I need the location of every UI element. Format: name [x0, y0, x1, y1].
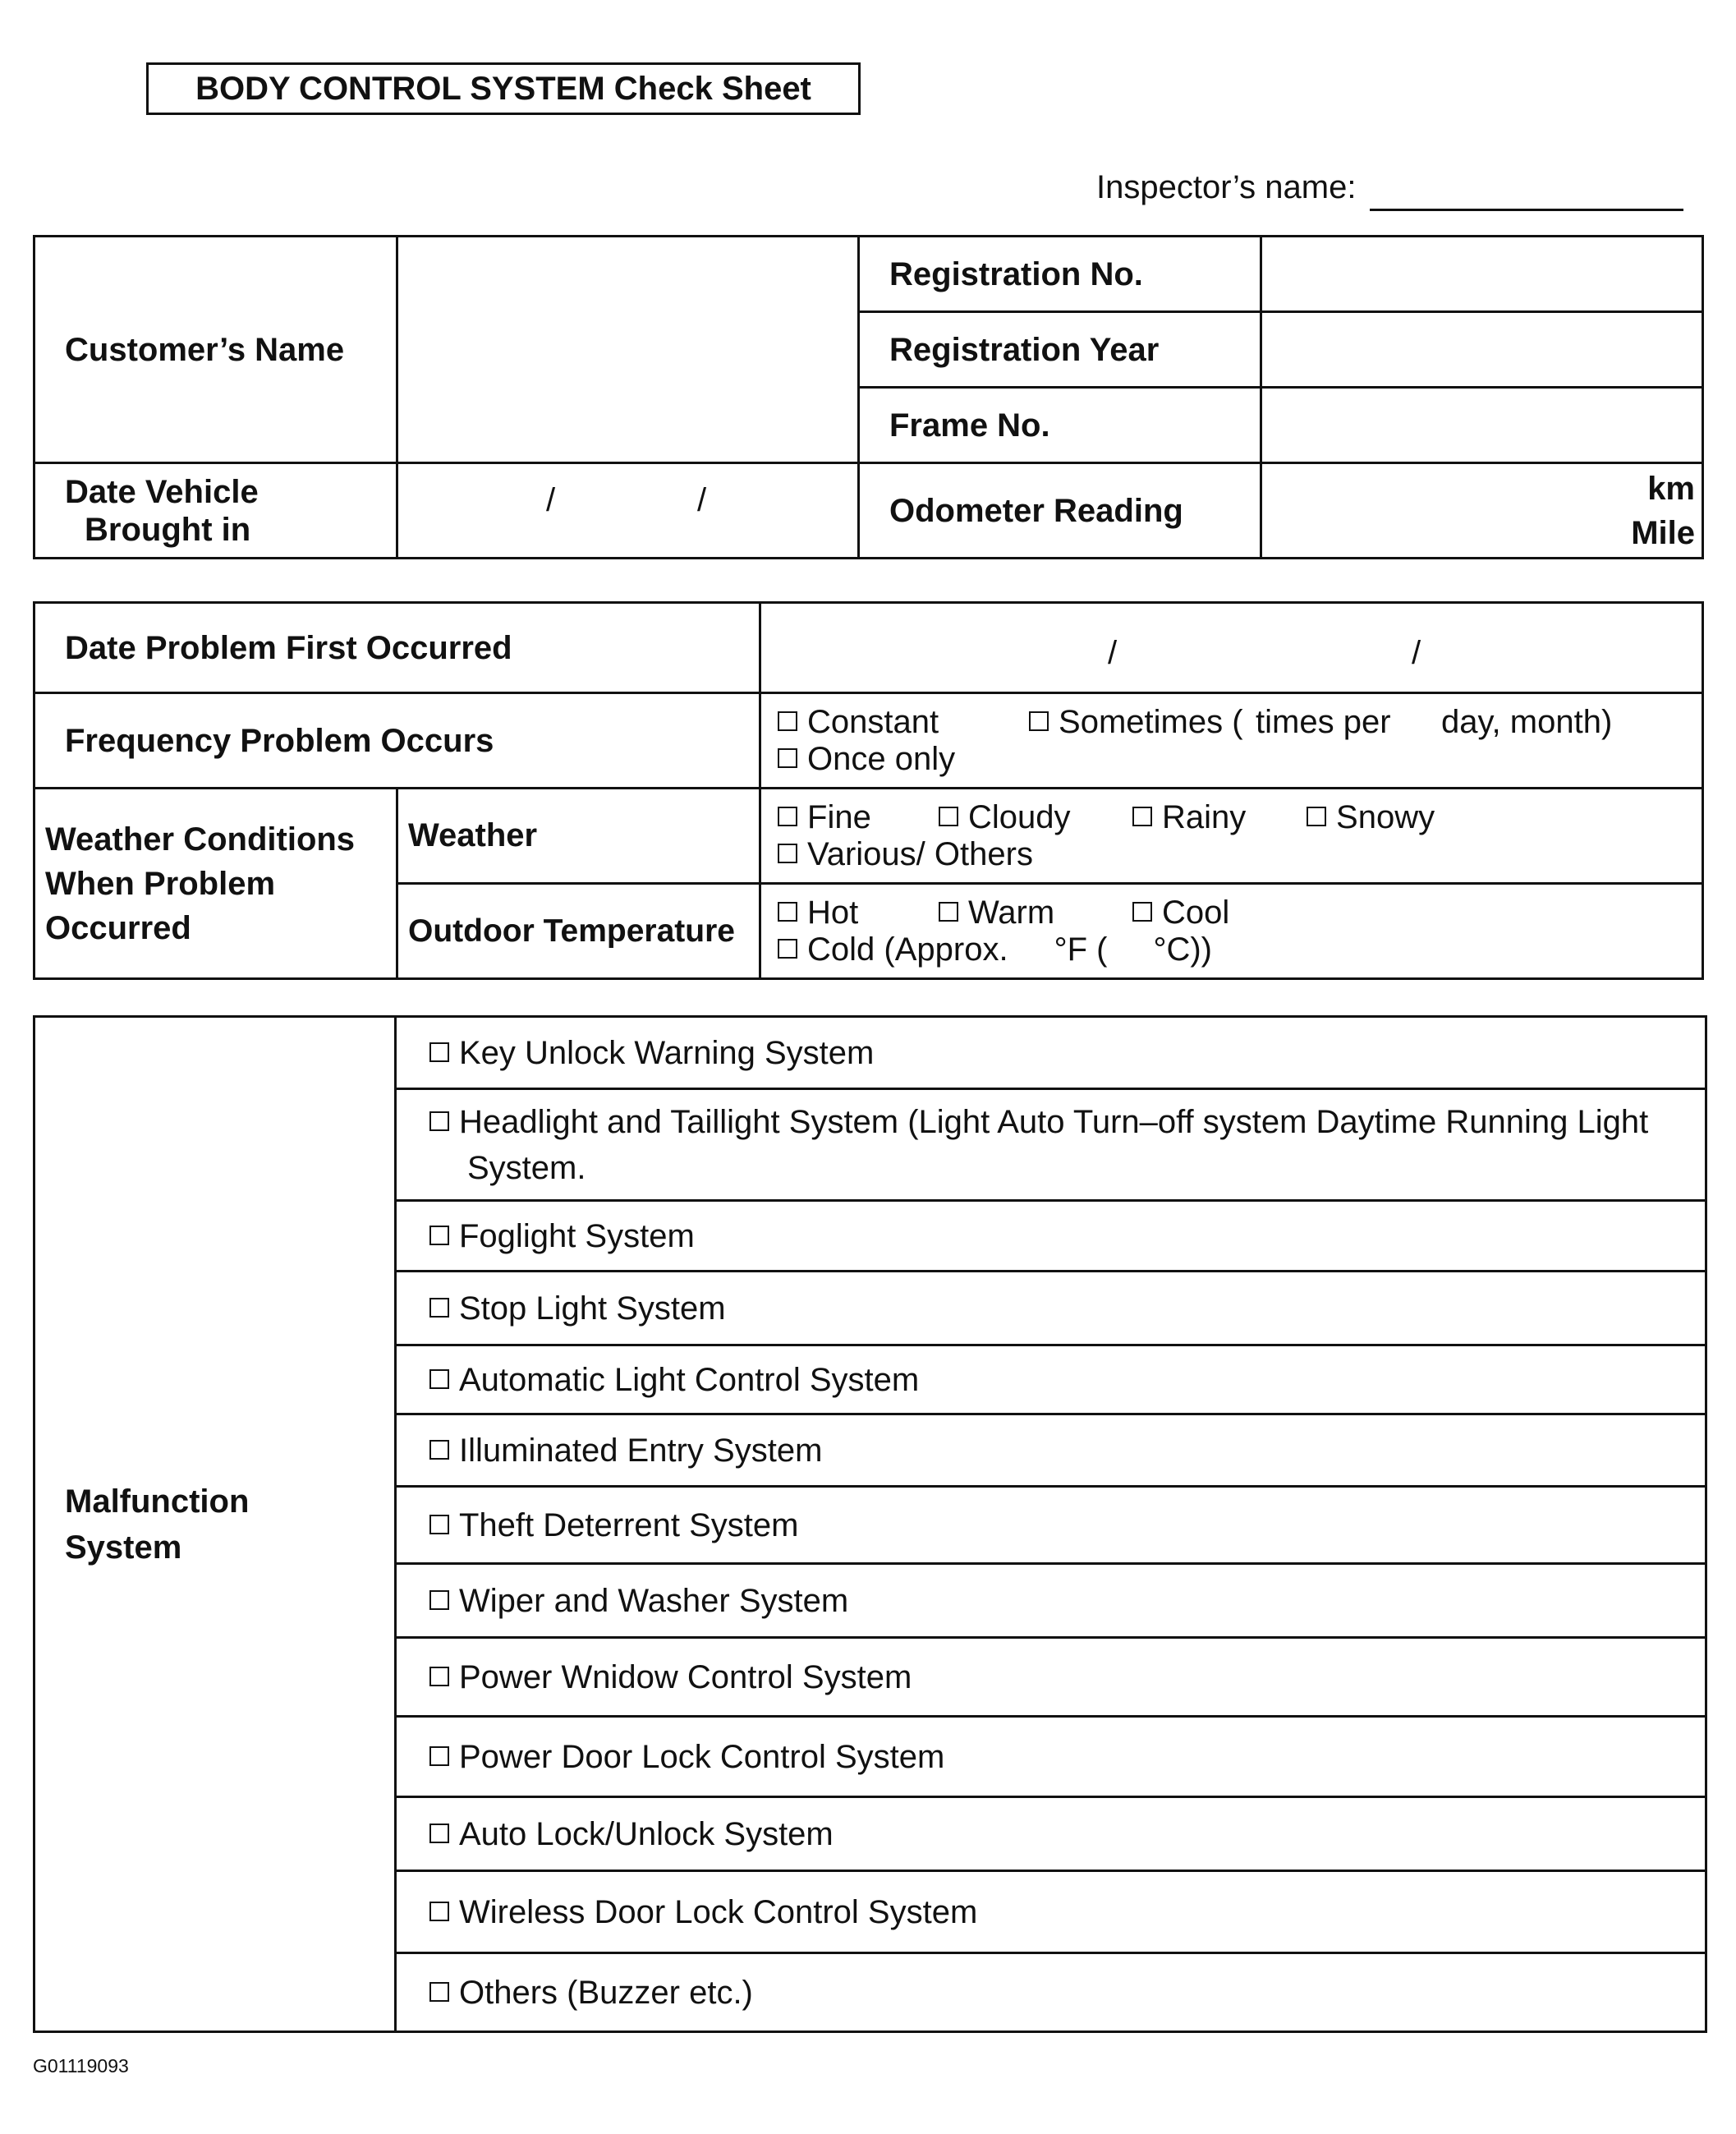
system-label: Wiper and Washer System [459, 1582, 849, 1619]
system-option-wiper-washer[interactable] [396, 1564, 1706, 1638]
option-label: Cold (Approx. [807, 931, 1008, 968]
frame-no-label: Frame No. [859, 388, 1261, 463]
checkbox[interactable] [778, 807, 797, 826]
weather-conditions-line3: Occurred [45, 909, 191, 946]
system-label: Others (Buzzer etc.) [459, 1974, 753, 2011]
registration-no-label: Registration No. [859, 237, 1261, 312]
day-month-label: day, month) [1441, 703, 1613, 740]
checkbox[interactable] [778, 939, 797, 959]
option-label: Constant [807, 703, 939, 740]
date-brought-in-field[interactable] [397, 463, 859, 559]
registration-year-field[interactable] [1261, 312, 1703, 388]
checkbox[interactable] [429, 1902, 449, 1921]
unit-km: km [1647, 470, 1695, 507]
registration-no-field[interactable] [1261, 237, 1703, 312]
checkbox[interactable] [429, 1369, 449, 1389]
date-separator: / [1108, 635, 1118, 671]
option-label: Once only [807, 740, 956, 777]
date-first-occurred-field[interactable] [760, 603, 1703, 693]
times-per-label: times per [1256, 703, 1391, 740]
weather-label: Weather [397, 789, 760, 884]
system-option-automatic-light-control[interactable] [396, 1345, 1706, 1414]
system-option-foglight[interactable] [396, 1201, 1706, 1272]
date-brought-in-label-line2: Brought in [85, 511, 251, 548]
option-cold[interactable] [778, 931, 1008, 968]
checkbox[interactable] [1132, 807, 1152, 826]
inspector-name-label: Inspector’s name: [1096, 169, 1357, 205]
odometer-label: Odometer Reading [859, 463, 1261, 559]
checkbox[interactable] [429, 1298, 449, 1318]
malfunction-system-table [33, 1015, 1707, 2033]
frame-no-field[interactable] [1261, 388, 1703, 463]
system-option-wireless-door-lock-control[interactable] [396, 1871, 1706, 1953]
weather-conditions-label [34, 789, 397, 979]
system-label: Wireless Door Lock Control System [459, 1893, 978, 1930]
option-label: Various/ Others [807, 835, 1033, 872]
page-title: BODY CONTROL SYSTEM Check Sheet [146, 62, 861, 115]
checkbox[interactable] [429, 1042, 449, 1062]
frequency-options [760, 693, 1703, 789]
frequency-label: Frequency Problem Occurs [34, 693, 760, 789]
checkbox[interactable] [429, 1746, 449, 1766]
option-fine[interactable] [778, 799, 939, 836]
odometer-field[interactable] [1261, 463, 1703, 559]
unit-mile: Mile [1631, 514, 1695, 551]
option-cloudy[interactable] [939, 799, 1132, 836]
option-once-only[interactable] [778, 741, 955, 778]
checkbox[interactable] [939, 902, 958, 922]
weather-conditions-line2: When Problem [45, 865, 276, 902]
option-label: Snowy [1336, 798, 1435, 835]
option-label: Fine [807, 798, 871, 835]
checkbox[interactable] [429, 1226, 449, 1245]
degree-f-label: °F ( [1054, 931, 1108, 968]
registration-year-label: Registration Year [859, 312, 1261, 388]
checkbox[interactable] [429, 1111, 449, 1131]
system-label: Foglight System [459, 1217, 695, 1254]
checkbox[interactable] [778, 902, 797, 922]
date-separator: / [1412, 635, 1421, 671]
system-option-auto-lock-unlock[interactable] [396, 1797, 1706, 1871]
weather-options [760, 789, 1703, 884]
problem-conditions-table [33, 601, 1704, 980]
option-various-others[interactable] [778, 836, 1033, 873]
checkbox[interactable] [778, 844, 797, 863]
date-brought-in-label [34, 463, 397, 559]
option-snowy[interactable] [1307, 799, 1435, 836]
system-option-theft-deterrent[interactable] [396, 1487, 1706, 1564]
checkbox[interactable] [778, 748, 797, 768]
weather-conditions-line1: Weather Conditions [45, 821, 356, 858]
option-label: Warm [968, 894, 1055, 931]
degree-c-label: °C)) [1153, 931, 1212, 968]
checkbox[interactable] [429, 1515, 449, 1534]
checkbox[interactable] [429, 1824, 449, 1843]
checkbox[interactable] [429, 1667, 449, 1686]
system-option-stop-light[interactable] [396, 1272, 1706, 1345]
outdoor-temperature-label: Outdoor Temperature [397, 884, 760, 979]
checkbox[interactable] [429, 1440, 449, 1460]
checkbox[interactable] [1307, 807, 1326, 826]
option-label: Rainy [1162, 798, 1247, 835]
temperature-options [760, 884, 1703, 979]
checkbox[interactable] [429, 1982, 449, 2002]
system-label: Stop Light System [459, 1290, 726, 1327]
system-label: Theft Deterrent System [459, 1506, 799, 1543]
vehicle-info-table [33, 235, 1704, 559]
system-option-key-unlock-warning[interactable] [396, 1017, 1706, 1089]
checkbox[interactable] [939, 807, 958, 826]
option-cool[interactable] [1132, 895, 1229, 931]
customer-name-label: Customer’s Name [34, 237, 397, 463]
system-label: Auto Lock/Unlock System [459, 1815, 834, 1852]
option-constant[interactable] [778, 704, 1029, 741]
system-option-power-window-control[interactable] [396, 1638, 1706, 1717]
system-option-illuminated-entry[interactable] [396, 1414, 1706, 1487]
option-label: Sometimes ( [1059, 703, 1243, 740]
option-sometimes[interactable] [1029, 704, 1256, 741]
date-first-occurred-label: Date Problem First Occurred [34, 603, 760, 693]
system-option-others[interactable] [396, 1953, 1706, 2032]
date-separator: / [546, 482, 556, 518]
system-label: Power Wnidow Control System [459, 1658, 912, 1695]
option-warm[interactable] [939, 895, 1132, 931]
option-label: Cloudy [968, 798, 1071, 835]
system-option-headlight-taillight[interactable] [396, 1089, 1706, 1201]
date-brought-in-label-line1: Date Vehicle [65, 473, 259, 510]
figure-code: G01119093 [33, 2055, 129, 2077]
checkbox[interactable] [1132, 902, 1152, 922]
option-label: Cool [1162, 894, 1230, 931]
malfunction-label-line1: Malfunction [65, 1483, 250, 1520]
checkbox[interactable] [429, 1590, 449, 1610]
option-hot[interactable] [778, 895, 939, 931]
checkbox[interactable] [778, 711, 797, 731]
customer-name-field[interactable] [397, 237, 859, 463]
malfunction-label-line2: System [65, 1529, 182, 1566]
system-label: Key Unlock Warning System [459, 1034, 875, 1071]
system-label: Power Door Lock Control System [459, 1738, 945, 1775]
system-label: Headlight and Taillight System (Light Auto Turn–off system Daytime Running Light [459, 1103, 1649, 1140]
date-separator: / [697, 482, 707, 518]
system-label: Automatic Light Control System [459, 1361, 920, 1398]
option-label: Hot [807, 894, 859, 931]
malfunction-system-label [34, 1017, 396, 2032]
option-rainy[interactable] [1132, 799, 1307, 836]
system-option-power-door-lock-control[interactable] [396, 1717, 1706, 1797]
system-label-continuation: System. [467, 1149, 586, 1186]
inspector-name-field[interactable] [1370, 209, 1683, 211]
checkbox[interactable] [1029, 711, 1049, 731]
system-label: Illuminated Entry System [459, 1432, 823, 1469]
